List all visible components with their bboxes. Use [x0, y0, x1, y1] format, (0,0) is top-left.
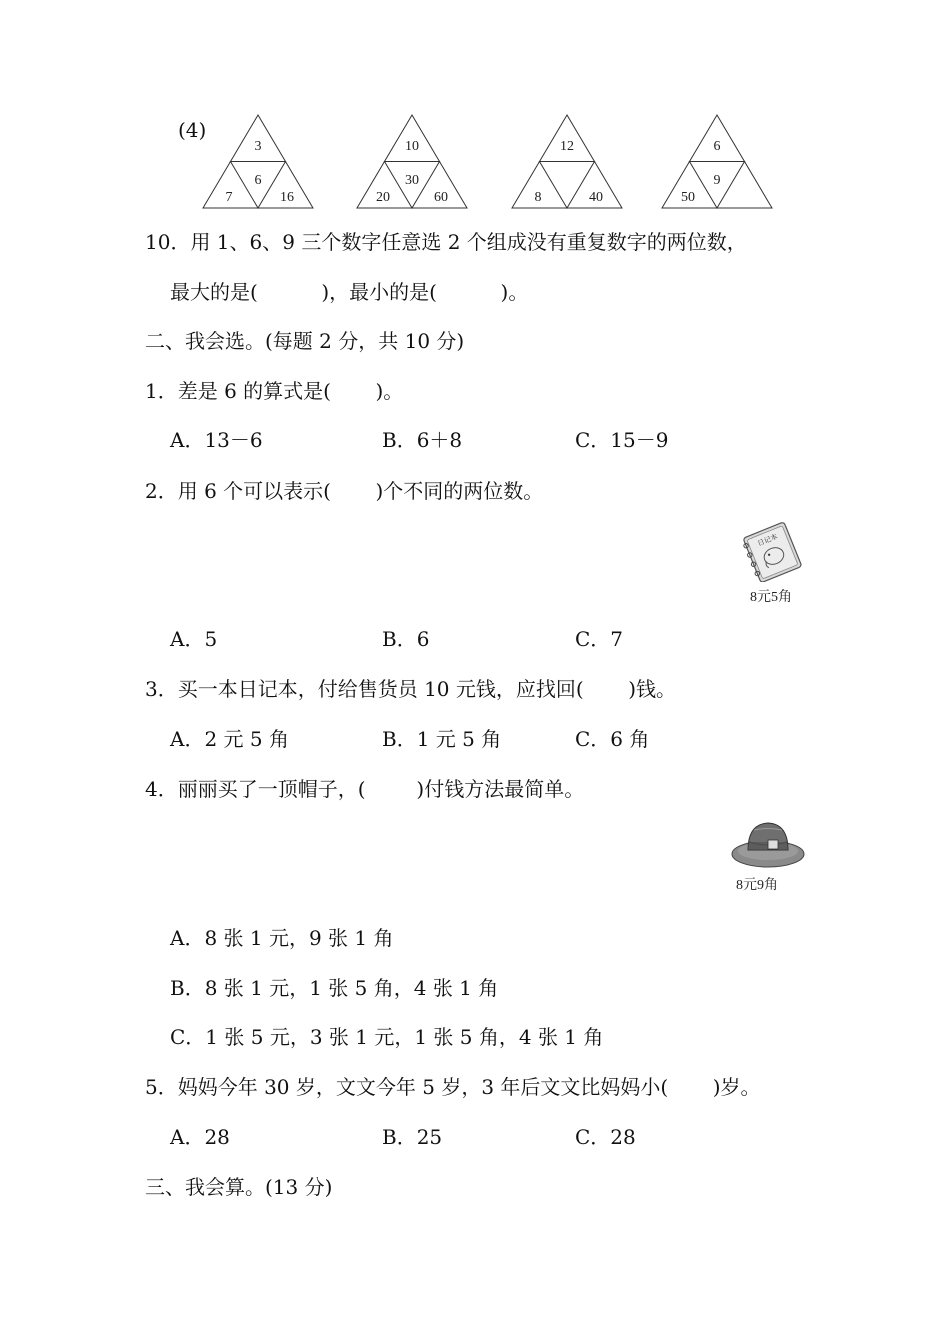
- s2-question-2-stem: 2．用 6 个可以表示( )个不同的两位数。: [145, 479, 544, 503]
- hat-price-label: 8元9角: [736, 878, 778, 893]
- question-10-line-2: 最大的是( )，最小的是( )。: [170, 280, 529, 304]
- s2-q1-option-a: A．13－6: [170, 428, 263, 452]
- s2-q5-option-c: C．28: [575, 1125, 636, 1149]
- s2-q3-option-a: A．2 元 5 角: [170, 727, 289, 751]
- s2-q3-option-b: B．1 元 5 角: [382, 727, 502, 751]
- number-triangle-2: [357, 115, 467, 210]
- triangle-4-left: 50: [681, 190, 695, 205]
- triangle-3-top: 12: [560, 139, 574, 154]
- s2-q4-option-a: A．8 张 1 元，9 张 1 角: [170, 926, 394, 950]
- section-2-title: 二、我会选。(每题 2 分，共 10 分): [145, 329, 465, 353]
- question-9-4-label: (4): [178, 118, 207, 142]
- triangle-4-top: 6: [713, 139, 721, 154]
- triangle-3-right: 40: [589, 190, 603, 205]
- diary-notebook-picture: [738, 520, 808, 582]
- question-10-line-1: 10．用 1、6、9 三个数字任意选 2 个组成没有重复数字的两位数，: [145, 230, 747, 254]
- number-triangle-4: [662, 115, 772, 210]
- s2-q2-option-b: B．6: [382, 627, 430, 651]
- notebook-cover-text: 日记本: [756, 532, 779, 548]
- s2-q3-option-c: C．6 角: [575, 727, 650, 751]
- s2-q1-option-b: B．6＋8: [382, 428, 463, 452]
- s2-q4-option-c: C．1 张 5 元，3 张 1 元，1 张 5 角，4 张 1 角: [170, 1025, 604, 1049]
- triangle-4-center: 9: [713, 173, 721, 188]
- number-triangle-3: [512, 115, 622, 210]
- s2-question-1-stem: 1．差是 6 的算式是( )。: [145, 379, 404, 403]
- triangle-2-top: 10: [405, 139, 419, 154]
- triangle-2-left: 20: [376, 190, 390, 205]
- s2-question-5-stem: 5．妈妈今年 30 岁，文文今年 5 岁，3 年后文文比妈妈小( )岁。: [145, 1075, 761, 1099]
- number-triangle-1: [203, 115, 313, 210]
- triangle-2-center: 30: [405, 173, 419, 188]
- triangle-1-top: 3: [254, 139, 262, 154]
- triangle-1-right: 16: [280, 190, 294, 205]
- s2-q2-option-a: A．5: [170, 627, 218, 651]
- hat-picture: [730, 818, 806, 870]
- notebook-price-label: 8元5角: [750, 590, 792, 605]
- triangle-1-left: 7: [225, 190, 233, 205]
- s2-question-3-stem: 3．买一本日记本，付给售货员 10 元钱，应找回( )钱。: [145, 677, 676, 701]
- s2-q5-option-b: B．25: [382, 1125, 443, 1149]
- triangle-2-right: 60: [434, 190, 448, 205]
- section-3-title: 三、我会算。(13 分): [145, 1175, 333, 1199]
- s2-q5-option-a: A．28: [170, 1125, 230, 1149]
- triangle-3-left: 8: [534, 190, 542, 205]
- s2-question-4-stem: 4．丽丽买了一顶帽子，( )付钱方法最简单。: [145, 777, 585, 801]
- triangle-1-center: 6: [254, 173, 262, 188]
- s2-q4-option-b: B．8 张 1 元，1 张 5 角，4 张 1 角: [170, 976, 499, 1000]
- s2-q1-option-c: C．15－9: [575, 428, 669, 452]
- s2-q2-option-c: C．7: [575, 627, 624, 651]
